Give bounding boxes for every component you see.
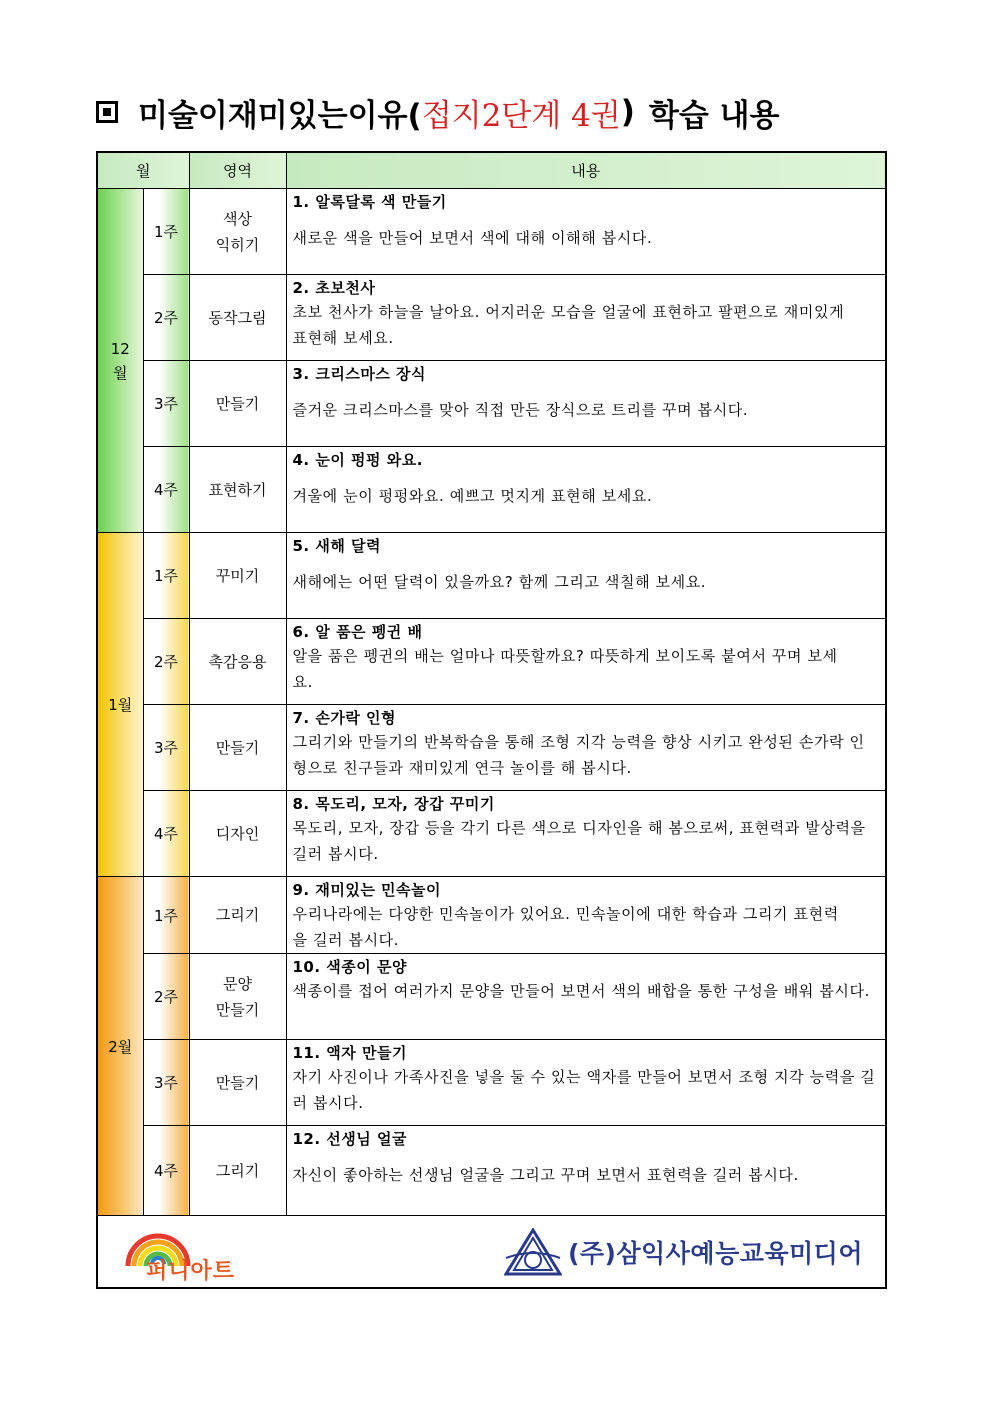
table-row xyxy=(97,1040,886,1126)
curriculum-table xyxy=(96,151,887,1289)
week-cell: 2주 xyxy=(143,619,189,705)
area-cell: 그리기 xyxy=(189,877,286,954)
header-month: 월 xyxy=(97,152,189,189)
table-row xyxy=(97,361,886,447)
table-row xyxy=(97,877,886,954)
funnyart-logo-text: 퍼니아트 xyxy=(146,1259,236,1284)
content-cell xyxy=(286,1040,886,1126)
table-row xyxy=(97,189,886,275)
table-row xyxy=(97,447,886,533)
area-cell: 만들기 xyxy=(189,361,286,447)
content-cell xyxy=(286,189,886,275)
footer-cell xyxy=(97,1216,886,1289)
table-row xyxy=(97,619,886,705)
content-title: 5. 새해 달력 xyxy=(292,537,382,555)
content-desc: 초보 천사가 하늘을 날아요. 어지러운 모습을 얼굴에 표현하고 팔편으로 재미있게 표현해 보세요. xyxy=(292,303,845,347)
week-cell: 2주 xyxy=(143,954,189,1040)
month-cell: 12월 xyxy=(97,189,143,533)
week-cell: 3주 xyxy=(143,1040,189,1126)
area-cell: 꾸미기 xyxy=(189,533,286,619)
table-row xyxy=(97,954,886,1040)
content-desc: 그리기와 만들기의 반복학습을 통해 조형 지각 능력을 향상 시키고 완성된 손가락 인형으로 친구들과 재미있게 연극 놀이를 해 봅시다. xyxy=(292,733,865,777)
area-cell: 만들기 xyxy=(189,705,286,791)
content-desc: 겨울에 눈이 펑펑와요. 예쁘고 멋지게 표현해 보세요. xyxy=(292,487,653,505)
content-cell xyxy=(286,447,886,533)
footer-row xyxy=(97,1216,886,1289)
area-cell: 촉감응용 xyxy=(189,619,286,705)
table-header-row xyxy=(97,152,886,189)
week-cell: 3주 xyxy=(143,361,189,447)
page-title xyxy=(96,88,779,136)
content-cell xyxy=(286,1126,886,1216)
content-desc: 자신이 좋아하는 선생님 얼굴을 그리고 꾸며 보면서 표현력을 길러 봅시다. xyxy=(292,1166,799,1184)
content-cell xyxy=(286,361,886,447)
content-desc: 알을 품은 펭귄의 배는 얼마나 따뜻할까요? 따뜻하게 보이도록 붙여서 꾸며 보세요. xyxy=(292,647,838,691)
content-cell xyxy=(286,619,886,705)
content-cell xyxy=(286,533,886,619)
content-title: 12. 선생님 얼굴 xyxy=(292,1130,407,1148)
content-cell xyxy=(286,954,886,1040)
samik-emblem-icon xyxy=(504,1228,562,1276)
week-cell: 4주 xyxy=(143,447,189,533)
content-desc: 자기 사진이나 가족사진을 넣을 둘 수 있는 액자를 만들어 보면서 조형 지각 능력을 길러 봅시다. xyxy=(292,1068,876,1112)
month-cell: 1월 xyxy=(97,533,143,877)
area-cell: 색상 익히기 xyxy=(189,189,286,275)
title-tail: 학습 내용 xyxy=(648,97,780,134)
week-cell: 4주 xyxy=(143,791,189,877)
content-title: 11. 액자 만들기 xyxy=(292,1044,407,1062)
week-cell: 4주 xyxy=(143,1126,189,1216)
title-close: ) xyxy=(620,94,635,130)
area-cell: 동작그림 xyxy=(189,275,286,361)
content-cell xyxy=(286,705,886,791)
content-cell xyxy=(286,275,886,361)
samik-logo xyxy=(504,1226,863,1278)
content-title: 7. 손가락 인형 xyxy=(292,709,397,727)
table-row xyxy=(97,705,886,791)
week-cell: 1주 xyxy=(143,533,189,619)
content-desc: 목도리, 모자, 장갑 등을 각기 다른 색으로 디자인을 해 봄으로써, 표현력과 발상력을 길러 봅시다. xyxy=(292,819,866,863)
content-cell xyxy=(286,877,886,954)
table-row xyxy=(97,1126,886,1216)
week-cell: 1주 xyxy=(143,189,189,275)
week-cell: 3주 xyxy=(143,705,189,791)
content-cell xyxy=(286,791,886,877)
content-desc: 새해에는 어떤 달력이 있을까요? 함께 그리고 색칠해 보세요. xyxy=(292,573,707,591)
content-desc: 새로운 색을 만들어 보면서 색에 대해 이해해 봅시다. xyxy=(292,229,653,247)
header-content: 내용 xyxy=(286,152,886,189)
content-title: 4. 눈이 펑펑 와요. xyxy=(292,451,423,469)
funnyart-logo xyxy=(120,1224,250,1282)
header-area: 영역 xyxy=(189,152,286,189)
samik-logo-text: (주)삼익사예능교육미디어 xyxy=(567,1239,863,1268)
content-title: 2. 초보천사 xyxy=(292,279,376,297)
month-cell: 2월 xyxy=(97,877,143,1216)
content-desc: 우리나라에는 다양한 민속놀이가 있어요. 민속놀이에 대한 학습과 그리기 표현력을 길러 봅시다. xyxy=(292,905,839,949)
square-bullet-icon xyxy=(96,101,118,123)
table-row xyxy=(97,275,886,361)
area-cell: 만들기 xyxy=(189,1040,286,1126)
table-row xyxy=(97,791,886,877)
week-cell: 2주 xyxy=(143,275,189,361)
content-title: 10. 색종이 문양 xyxy=(292,958,407,976)
title-main: 미술이재미있는이유( xyxy=(138,97,422,134)
content-desc: 즐거운 크리스마스를 맞아 직접 만든 장식으로 트리를 꾸며 봅시다. xyxy=(292,401,749,419)
content-title: 1. 알록달록 색 만들기 xyxy=(292,193,447,211)
content-title: 6. 알 품은 펭귄 배 xyxy=(292,623,423,641)
week-cell: 1주 xyxy=(143,877,189,954)
area-cell: 디자인 xyxy=(189,791,286,877)
content-title: 9. 재미있는 민속놀이 xyxy=(292,881,442,899)
area-cell: 문양 만들기 xyxy=(189,954,286,1040)
area-cell: 표현하기 xyxy=(189,447,286,533)
content-title: 3. 크리스마스 장식 xyxy=(292,365,427,383)
table-row xyxy=(97,533,886,619)
content-desc: 색종이를 접어 여러가지 문양을 만들어 보면서 색의 배합을 통한 구성을 배워 봅시다. xyxy=(292,982,870,1000)
content-title: 8. 목도리, 모자, 장갑 꾸미기 xyxy=(292,795,495,813)
title-accent: 접지2단계 4권 xyxy=(421,97,621,134)
area-cell: 그리기 xyxy=(189,1126,286,1216)
